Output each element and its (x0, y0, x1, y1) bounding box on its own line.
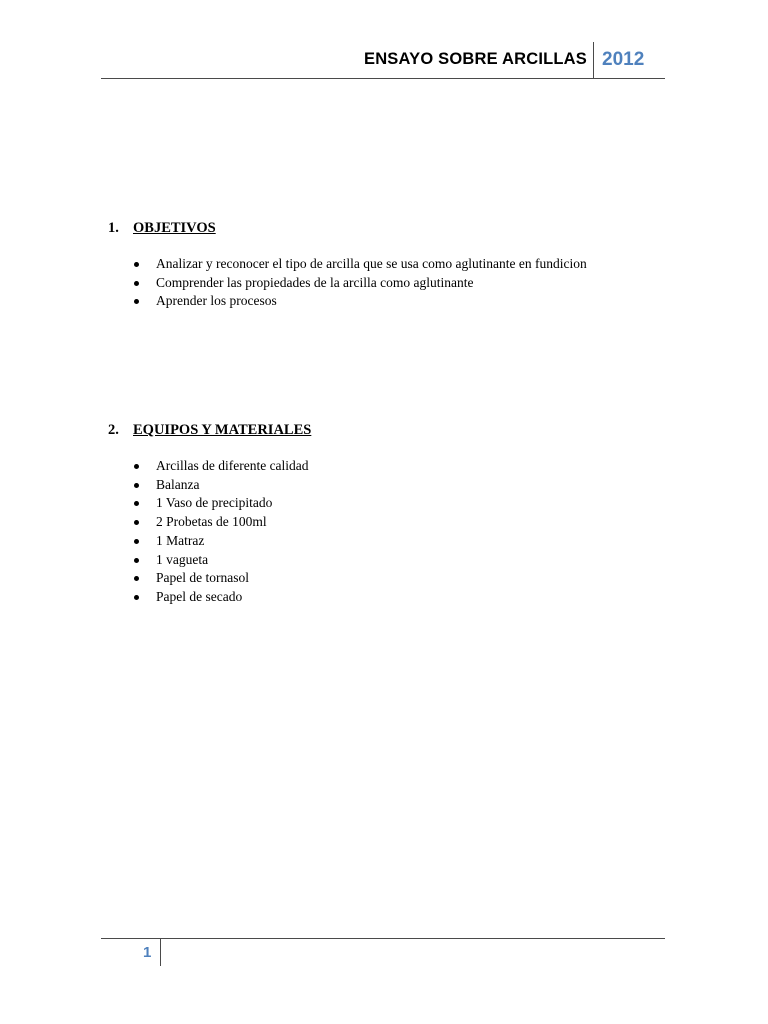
document-year: 2012 (602, 49, 645, 70)
section-heading (108, 421, 668, 439)
objectives-list (108, 255, 668, 311)
list-item: 1 Matraz (108, 532, 668, 551)
section-equipos-materiales (108, 421, 668, 607)
list-item: Aprender los procesos (108, 292, 668, 311)
section-objetivos (108, 219, 668, 311)
list-item: Balanza (108, 476, 668, 495)
list-item: 2 Probetas de 100ml (108, 513, 668, 532)
header-divider (593, 42, 594, 78)
list-item: Analizar y reconocer el tipo de arcilla que se usa como aglutinante en fundicion (108, 255, 668, 274)
footer-divider (160, 938, 161, 966)
header-rule (101, 78, 665, 79)
page-footer (101, 938, 665, 968)
page-header (101, 40, 665, 80)
list-item: Papel de secado (108, 588, 668, 607)
list-item: Arcillas de diferente calidad (108, 457, 668, 476)
materials-list (108, 457, 668, 607)
section-number: 2. (108, 422, 119, 438)
section-heading (108, 219, 668, 237)
list-item: Papel de tornasol (108, 569, 668, 588)
list-item: Comprender las propiedades de la arcilla como aglutinante (108, 274, 668, 293)
list-item: 1 Vaso de precipitado (108, 494, 668, 513)
document-title: ENSAYO SOBRE ARCILLAS (363, 50, 587, 68)
list-item: 1 vagueta (108, 551, 668, 570)
footer-rule (101, 938, 665, 939)
section-title: OBJETIVOS (133, 220, 216, 236)
section-title: EQUIPOS Y MATERIALES (133, 422, 312, 438)
page-number: 1 (143, 944, 152, 961)
section-number: 1. (108, 220, 119, 236)
